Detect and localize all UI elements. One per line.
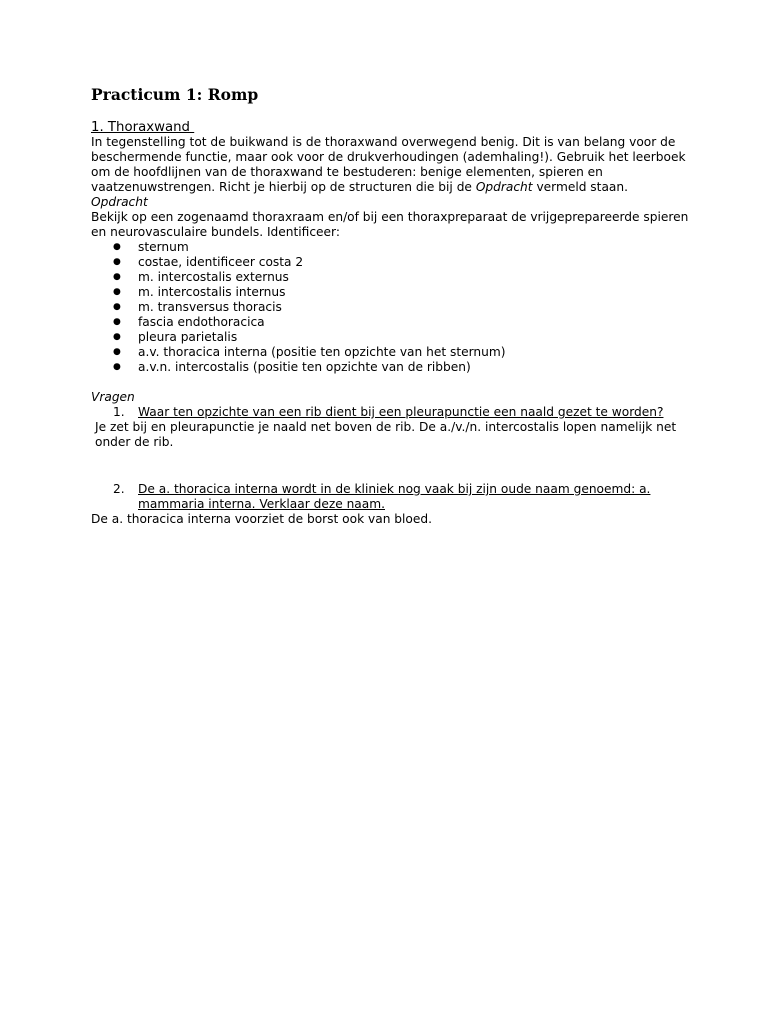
question-number: 2. [113,482,125,496]
question-2 [91,482,691,512]
questions-label: Vragen [91,390,135,404]
bullet-icon: ● [113,362,121,372]
intro-italic-ref: Opdracht [475,180,533,194]
list-item: ● fascia endothoracica [113,315,265,329]
question-number: 1. [113,405,125,419]
structures-list [91,240,691,375]
list-item: ● a.v. thoracica interna (positie ten opzichte van het sternum) [113,345,506,359]
answer-1: Je zet bij en pleurapunctie je naald net boven de rib. De a./v./n. intercostalis lopen namelijk net onder de rib. [95,420,677,449]
bullet-icon: ● [113,257,121,267]
question-1 [91,405,691,420]
list-item: ● m. intercostalis internus [113,285,286,299]
section-heading: 1. Thoraxwand [91,120,190,135]
bullet-icon: ● [113,332,121,342]
intro-paragraph [91,135,691,195]
spacer [91,450,691,482]
spacer [91,375,691,390]
document-title: Practicum 1: Romp [91,85,259,104]
bullet-icon: ● [113,242,121,252]
list-item: ● m. transversus thoracis [113,300,282,314]
list-item: ● a.v.n. intercostalis (positie ten opzichte van de ribben) [113,360,471,374]
list-item: ● pleura parietalis [113,330,238,344]
question-text: De a. thoracica interna wordt in de kliniek nog vaak bij zijn oude naam genoemd: a. mammaria interna. Verklaar deze naam. [138,482,651,511]
document-page [91,86,691,527]
bullet-icon: ● [113,287,121,297]
answer-2: De a. thoracica interna voorziet de borst ook van bloed. [91,512,432,526]
question-text: Waar ten opzichte van een rib dient bij een pleurapunctie een naald gezet te worden? [138,405,664,419]
bullet-icon: ● [113,302,121,312]
list-item: ● costae, identificeer costa 2 [113,255,304,269]
assignment-text: Bekijk op een zogenaamd thoraxraam en/of bij een thoraxpreparaat de vrijgeprepareerde spieren en neurovasculaire bundels. Identificeer: [91,210,689,239]
list-item: ● sternum [113,240,189,254]
intro-text: In tegenstelling tot de buikwand is de thoraxwand overwegend benig. Dit is van belang voor de beschermende functie, maar ook voor de drukverhoudingen (ademhaling!). Gebruik het leerboek om de hoofdlijnen van de thoraxwand te bestuderen: benige elementen, spieren en vaatzenuwstrengen. Richt je hierbij op de structuren die bij de [91,135,686,194]
bullet-icon: ● [113,272,121,282]
bullet-icon: ● [113,347,121,357]
bullet-icon: ● [113,317,121,327]
assignment-label: Opdracht [91,195,148,209]
intro-text-end: vermeld staan. [536,180,628,194]
list-item: ● m. intercostalis externus [113,270,289,284]
